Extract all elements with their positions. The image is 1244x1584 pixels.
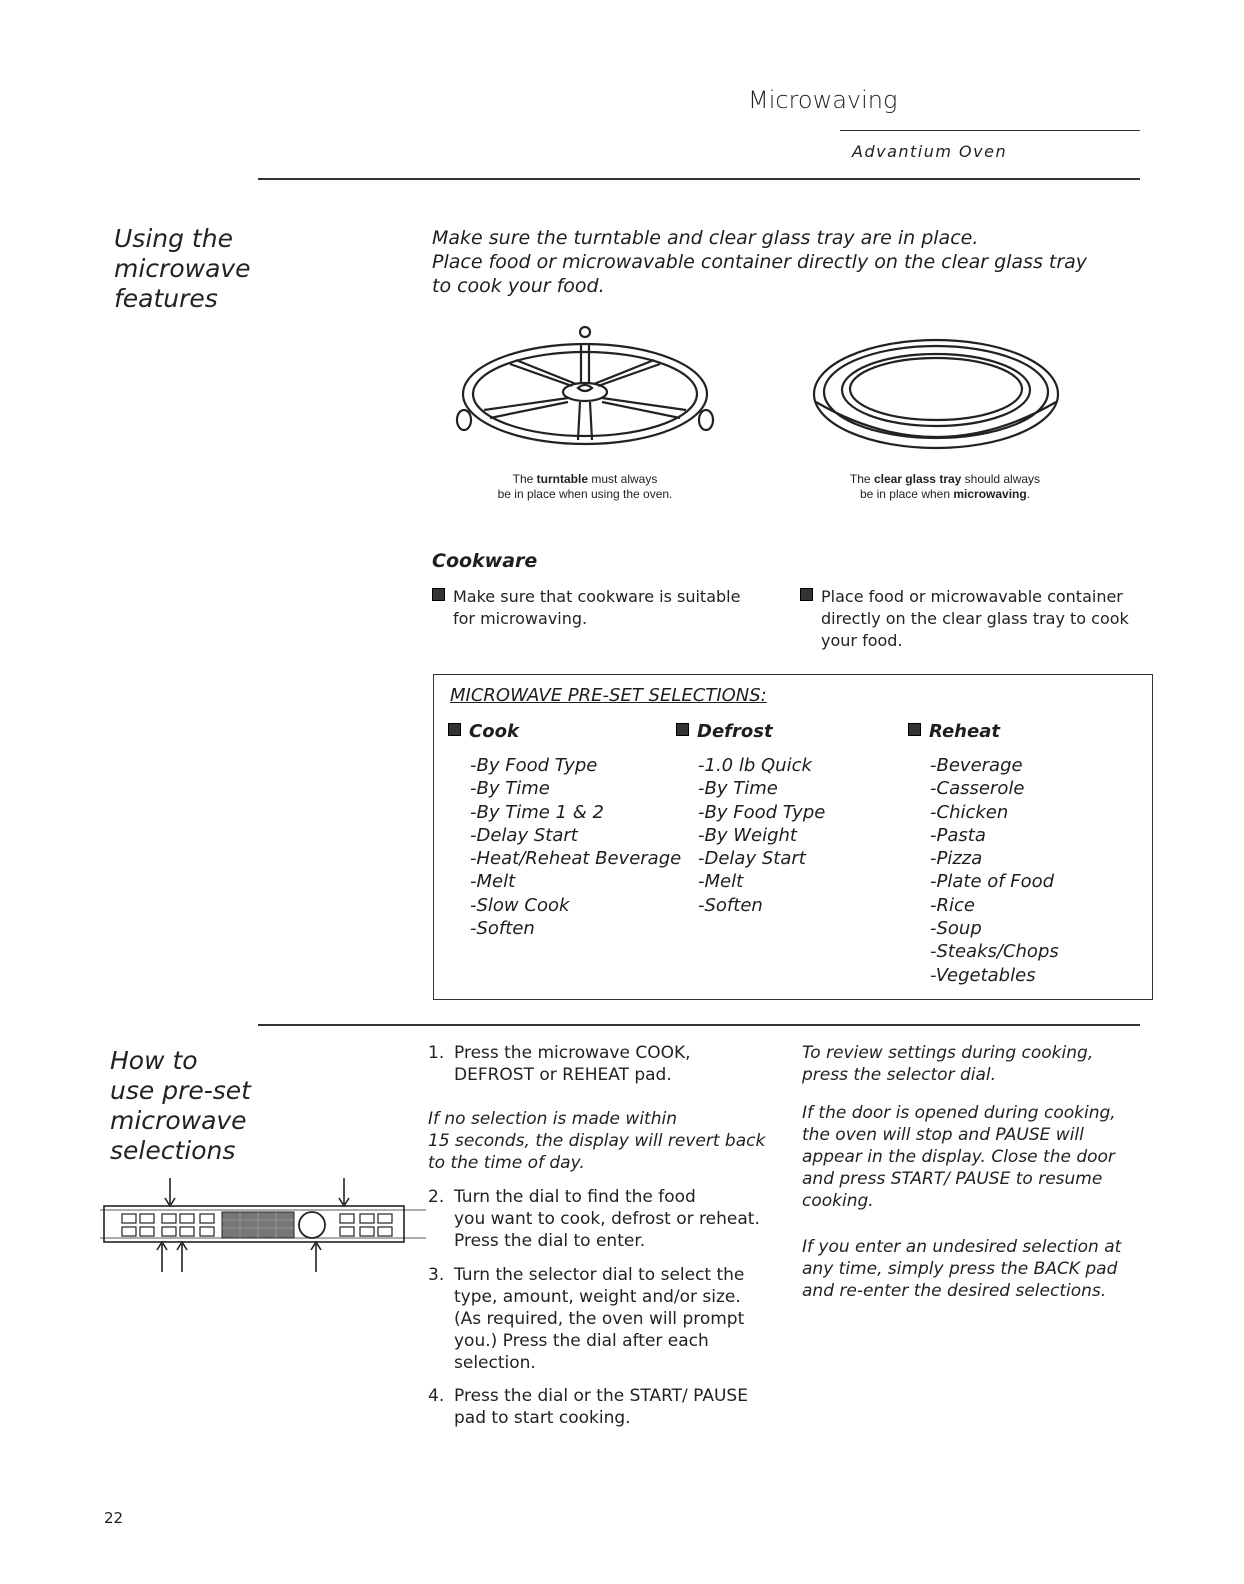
bullet-square-icon [676, 723, 689, 736]
cookware-heading: Cookware [432, 550, 538, 572]
turntable-caption: The turntable must always be in place when using the oven. [497, 472, 673, 501]
cookware-bullet-suitable: Make sure that cookware is suitable for microwaving. [432, 586, 772, 630]
turntable-illustration [450, 322, 720, 462]
control-panel-illustration [100, 1176, 430, 1282]
intro-text: Make sure the turntable and clear glass tray are in place. Place food or microwavable container directly on the clear glass tray to cook your food. [432, 227, 1088, 297]
mid-divider [258, 1024, 1140, 1026]
page-subtitle: Advantium Oven [852, 142, 1008, 161]
step-4: 4. Press the dial or the START/ PAUSE pad to start cooking. [428, 1386, 748, 1428]
header-short-rule [840, 130, 1140, 131]
glass-tray-caption: The clear glass tray should always be in place when microwaving. [849, 472, 1041, 501]
page-number: 22 [104, 1509, 124, 1527]
note-review-settings: To review settings during cooking, press the selector dial. [802, 1043, 1094, 1085]
glass-tray-illustration [806, 332, 1066, 462]
presets-box [433, 674, 1153, 1000]
step-3: 3. Turn the selector dial to select the type, amount, weight and/or size. (As required, the oven will prompt you.) Press the dial after each selection. [428, 1265, 745, 1373]
note-door-opened: If the door is opened during cooking, the oven will stop and PAUSE will appear in the display. Close the door and press START/ PAUSE to resume cooking. [802, 1103, 1116, 1211]
page-section-title: Microwaving [748, 86, 898, 114]
presets-column-defrost: Defrost -1.0 lb Quick -By Time -By Food Type -By Weight -Delay Start -Melt -Soften [676, 721, 825, 917]
section-heading-using-microwave: Using the microwave features [114, 224, 251, 313]
cookware-bullet-place-food: Place food or microwavable container directly on the clear glass tray to cook your food. [800, 586, 1150, 652]
section-heading-how-to-use-presets: How to use pre-set microwave selections [110, 1046, 251, 1165]
bullet-square-icon [432, 588, 445, 601]
bullet-square-icon [448, 723, 461, 736]
step-1: 1. Press the microwave COOK, DEFROST or REHEAT pad. [428, 1043, 691, 1085]
bullet-square-icon [908, 723, 921, 736]
note-undesired-selection: If you enter an undesired selection at any time, simply press the BACK pad and re-enter the desired selections. [802, 1237, 1122, 1301]
bullet-square-icon [800, 588, 813, 601]
step-2: 2. Turn the dial to find the food you want to cook, defrost or reheat. Press the dial to enter. [428, 1187, 760, 1251]
presets-column-reheat: Reheat -Beverage -Casserole -Chicken -Pasta -Pizza -Plate of Food -Rice -Soup -Steaks/Chops -Vegetables [908, 721, 1059, 987]
presets-column-cook: Cook -By Food Type -By Time -By Time 1 & 2 -Delay Start -Heat/Reheat Beverage -Melt -Slow Cook -Soften [448, 721, 681, 940]
step-1-note: If no selection is made within 15 seconds, the display will revert back to the time of day. [428, 1109, 766, 1173]
presets-title: MICROWAVE PRE-SET SELECTIONS: [450, 685, 767, 706]
top-divider [258, 178, 1140, 180]
